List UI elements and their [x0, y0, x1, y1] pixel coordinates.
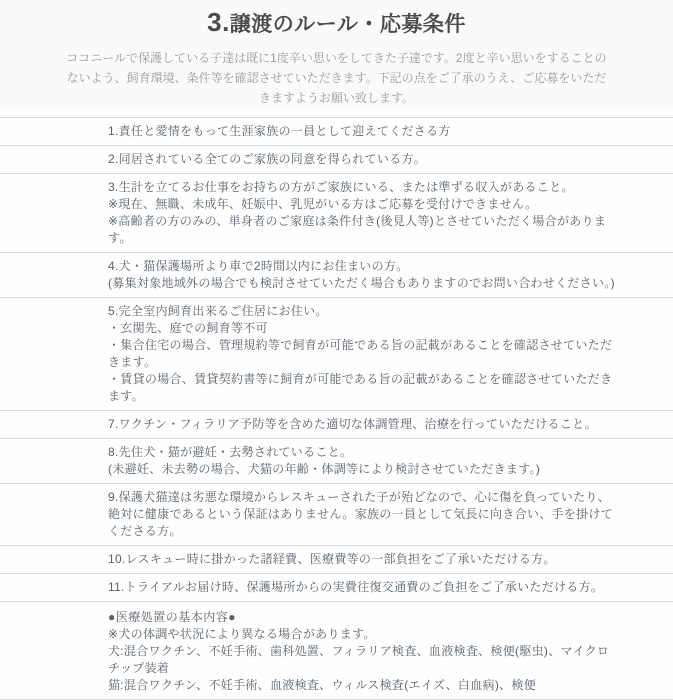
medical-cat-line: 猫:混合ワクチン、不妊手術、血液検査、ウィルス検査(エイズ、白血病)、検便: [108, 678, 537, 692]
rule-text: 3.生計を立てるお仕事をお持ちの方がご家族にいる、または準ずる収入があること。: [108, 180, 574, 194]
medical-heading: ●医療処置の基本内容●: [108, 610, 236, 624]
rule-text: ※現在、無職、未成年、妊娠中、乳児がいる方はご応募を受付けできません。: [108, 197, 538, 211]
list-item: [0, 253, 673, 298]
page-title-number: 3.: [207, 7, 230, 37]
rule-text: ・玄関先、庭での飼育等不可: [108, 321, 268, 335]
rule-text: ・集合住宅の場合、管理規約等で飼育が可能である旨の記載があることを確認させていただきます。: [108, 338, 613, 369]
rule-text: 7.ワクチン・フィラリア予防等を含めた適切な体調管理、治療を行っていただけること。: [108, 417, 597, 431]
list-item: [0, 411, 673, 439]
list-item: [0, 146, 673, 174]
page-title-text: 譲渡のルール・応募条件: [229, 13, 466, 36]
rules-list: [0, 117, 673, 602]
list-item: [0, 439, 673, 484]
medical-dog-line: 犬:混合ワクチン、不妊手術、歯科処置、フィラリア検査、血液検査、検便(駆虫)、マイクロチップ装着: [108, 644, 610, 675]
list-item: [0, 118, 673, 146]
list-item: [0, 546, 673, 574]
rule-text: 11.トライアルお届け時、保護場所からの実費往復交通費のご負担をご了承いただける方。: [108, 580, 604, 594]
medical-note: ※犬の体調や状況により異なる場合があります。: [108, 627, 376, 641]
page-title: [0, 7, 673, 42]
list-item: [0, 298, 673, 411]
rule-text: 4.犬・猫保護場所より車で2時間以内にお住まいの方。: [108, 259, 409, 273]
list-item: [0, 484, 673, 546]
rule-text: 5.完全室内飼育出来るご住居にお住い。: [108, 304, 328, 318]
rule-text: (募集対象地域外の場合でも検討させていただく場合もありますのでお問い合わせください。): [108, 276, 615, 290]
rule-text: 2.同居されている全てのご家族の同意を得られている方。: [108, 152, 427, 166]
rule-text: (未避妊、未去勢の場合、犬猫の年齢・体調等により検討させていただきます。): [108, 462, 541, 476]
rule-text: 1.責任と愛情をもって生涯家族の一員として迎えてくださる方: [108, 124, 451, 138]
medical-treatment-section: [0, 602, 673, 700]
rule-text: ※高齢者の方のみの、単身者のご家庭は条件付き(後見人等)とさせていただく場合があります。: [108, 214, 607, 245]
rule-text: ・賃貸の場合、賃貸契約書等に飼育が可能である旨の記載があることを確認させていただきます。: [108, 372, 613, 403]
rule-text: 8.先住犬・猫が避妊・去勢されていること。: [108, 445, 353, 459]
rule-text: 9.保護犬猫達は劣悪な環境からレスキューされた子が殆どなので、心に傷を負っていたり、絶対に健康であるという保証はありません。家族の一員として気長に向き合い、手を掛けてくださる方。: [108, 490, 614, 538]
rule-text: 10.レスキュー時に掛かった諸経費、医療費等の一部負担をご了承いただける方。: [108, 552, 556, 566]
page-header: [0, 0, 673, 108]
list-item: [0, 174, 673, 253]
intro-paragraph: ココニールで保護している子達は既に1度辛い思いをしてきた子達です。2度と辛い思いをすることのないよう、飼育環境、条件等を確認させていただきます。下記の点をご了承のうえ、ご応募をいただきますようお願い致します。: [66, 51, 607, 105]
